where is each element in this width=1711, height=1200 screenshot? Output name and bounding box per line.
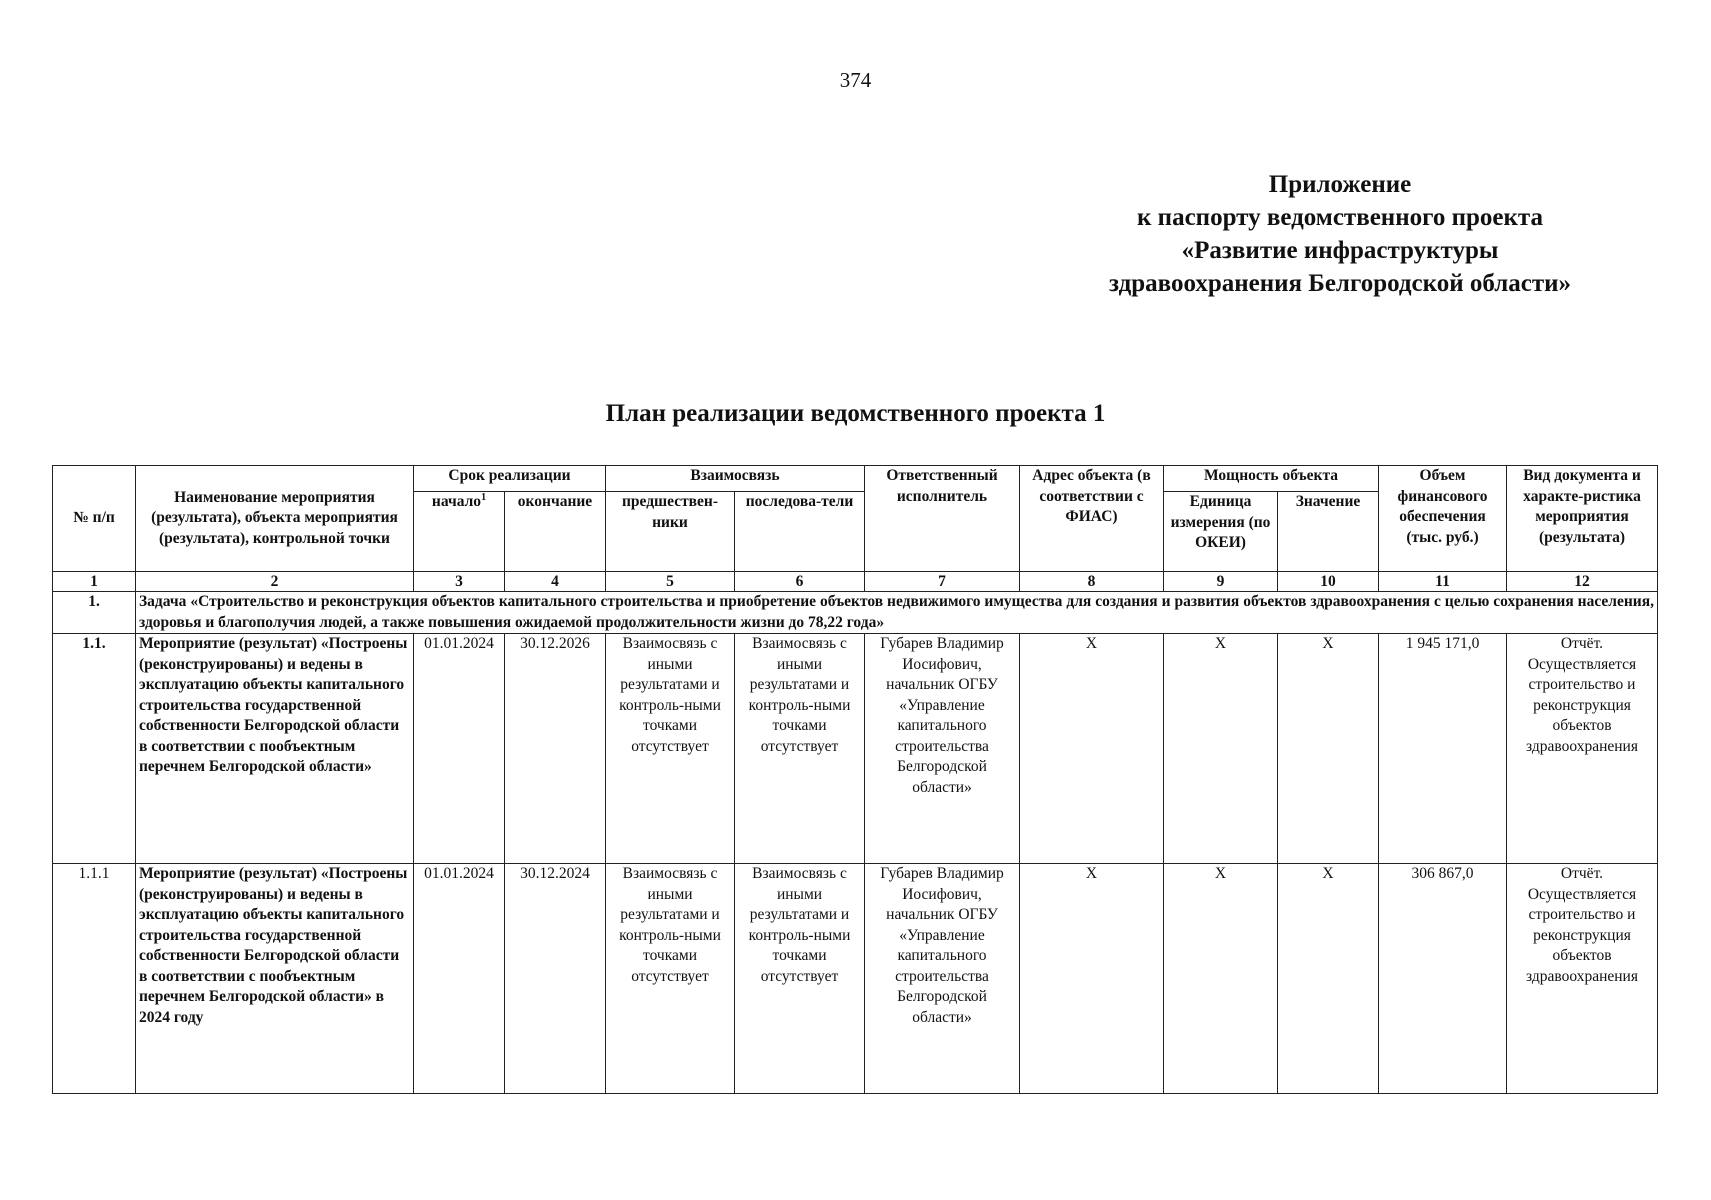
row-start: 01.01.2024	[414, 864, 505, 1094]
row-name: Мероприятие (результат) «Построены (реконструированы) и ведены в эксплуатацию объекты капитального строительства государственной собственности Белгородской области в соответствии с пообъектным перечнем Белгородской области» в 2024 году	[136, 864, 414, 1094]
column-number: 1	[53, 572, 136, 592]
header-address: Адрес объекта (в соответствии с ФИАС)	[1020, 466, 1164, 572]
task-text: Задача «Строительство и реконструкция объектов капитального строительства и приобретение объектов недвижимого имущества для создания и развития объектов здравоохранения с целью сохранения населения, здоровья и благополучия людей, а также повышения ожидаемой продолжительности жизни до 78,22 года»	[136, 592, 1658, 634]
row-predecessors: Взаимосвязь с иными результатами и контроль-ными точками отсутствует	[606, 864, 735, 1094]
row-end: 30.12.2026	[505, 634, 606, 864]
row-responsible: Губарев Владимир Иосифович, начальник ОГБУ «Управление капитального строительства Белгородской области»	[865, 634, 1020, 864]
column-number: 8	[1020, 572, 1164, 592]
header-predecessors: предшествен-ники	[606, 492, 735, 572]
header-start	[414, 492, 505, 572]
page-number: 374	[839, 68, 872, 92]
column-number: 6	[735, 572, 865, 592]
column-number: 11	[1379, 572, 1507, 592]
row-address: Х	[1020, 864, 1164, 1094]
row-unit: Х	[1164, 864, 1278, 1094]
header-funding: Объем финансового обеспечения (тыс. руб.)	[1379, 466, 1507, 572]
row-funding: 1 945 171,0	[1379, 634, 1507, 864]
row-successors: Взаимосвязь с иными результатами и контроль-ными точками отсутствует	[735, 634, 865, 864]
table-row	[53, 634, 1658, 864]
column-number: 2	[136, 572, 414, 592]
column-number: 3	[414, 572, 505, 592]
row-end: 30.12.2024	[505, 864, 606, 1094]
column-number: 4	[505, 572, 606, 592]
header-capacity: Мощность объекта	[1164, 466, 1379, 492]
row-responsible: Губарев Владимир Иосифович, начальник ОГБУ «Управление капитального строительства Белгородской области»	[865, 864, 1020, 1094]
header-doc-type: Вид документа и характе-ристика мероприятия (результата)	[1507, 466, 1658, 572]
column-number: 5	[606, 572, 735, 592]
row-address: Х	[1020, 634, 1164, 864]
header-row	[53, 466, 1658, 492]
table-row	[53, 864, 1658, 1094]
appendix-line: «Развитие инфраструктуры	[1181, 237, 1499, 264]
row-value: Х	[1278, 864, 1379, 1094]
header-unit: Единица измерения (по ОКЕИ)	[1164, 492, 1278, 572]
header-successors: последова-тели	[735, 492, 865, 572]
row-doc-type: Отчёт. Осуществляется строительство и реконструкция объектов здравоохранения	[1507, 634, 1658, 864]
header-end: окончание	[505, 492, 606, 572]
task-num: 1.	[53, 592, 136, 634]
row-name: Мероприятие (результат) «Построены (реконструированы) и ведены в эксплуатацию объекты капитального строительства государственной собственности Белгородской области в соответствии с пообъектным перечнем Белгородской области»	[136, 634, 414, 864]
column-number-row	[53, 572, 1658, 592]
row-successors: Взаимосвязь с иными результатами и контроль-ными точками отсутствует	[735, 864, 865, 1094]
row-num: 1.1.1	[53, 864, 136, 1094]
header-value: Значение	[1278, 492, 1379, 572]
header-start-label: начало	[431, 493, 482, 510]
document-title: План реализации ведомственного проекта 1	[605, 400, 1106, 427]
column-number: 7	[865, 572, 1020, 592]
footnote-mark: 1	[481, 491, 487, 503]
column-number: 12	[1507, 572, 1658, 592]
row-value: Х	[1278, 634, 1379, 864]
row-funding: 306 867,0	[1379, 864, 1507, 1094]
appendix-heading	[1060, 168, 1620, 300]
header-responsible: Ответственный исполнитель	[865, 466, 1020, 572]
plan-table	[52, 465, 1658, 1094]
header-period: Срок реализации	[414, 466, 606, 492]
row-predecessors: Взаимосвязь с иными результатами и контроль-ными точками отсутствует	[606, 634, 735, 864]
header-relation: Взаимосвязь	[606, 466, 865, 492]
column-number: 10	[1278, 572, 1379, 592]
column-number: 9	[1164, 572, 1278, 592]
row-unit: Х	[1164, 634, 1278, 864]
appendix-line: здравоохранения Белгородской области»	[1108, 270, 1572, 297]
header-num: № п/п	[53, 466, 136, 572]
row-doc-type: Отчёт. Осуществляется строительство и реконструкция объектов здравоохранения	[1507, 864, 1658, 1094]
row-num: 1.1.	[53, 634, 136, 864]
row-start: 01.01.2024	[414, 634, 505, 864]
appendix-line: к паспорту ведомственного проекта	[1137, 204, 1543, 231]
task-row	[53, 592, 1658, 634]
header-name: Наименование мероприятия (результата), объекта мероприятия (результата), контрольной точки	[136, 466, 414, 572]
appendix-line: Приложение	[1268, 171, 1412, 198]
